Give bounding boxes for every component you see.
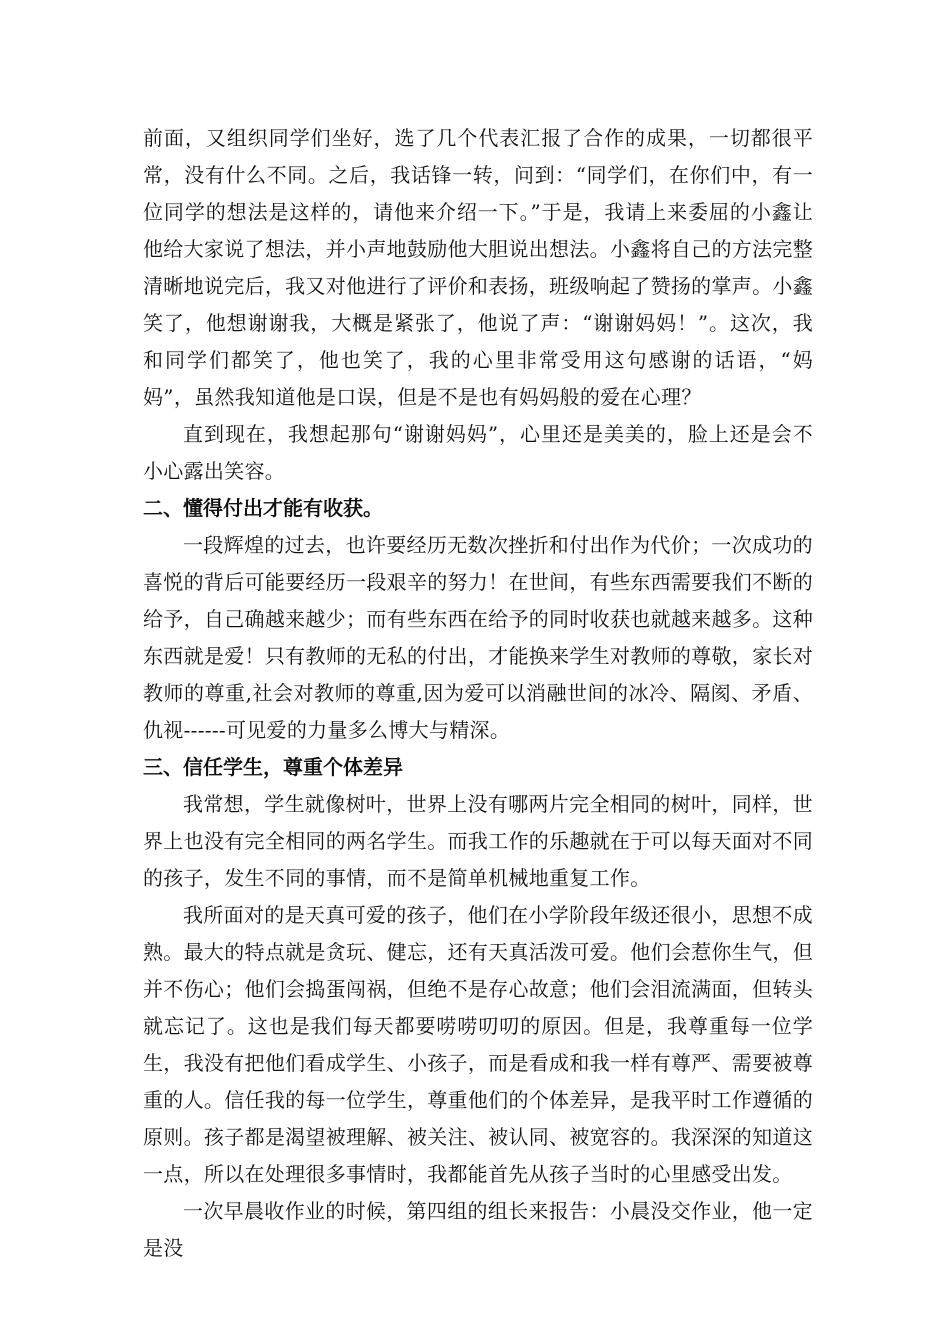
paragraph-giving-love: 一段辉煌的过去，也许要经历无数次挫折和付出作为代价；一次成功的喜悦的背后可能要经历一段艰辛的努力！在世间，有些东西需要我们不断的给予，自己确越来越少；而有些东西在给予的同时收获也就越来越多。这种东西就是爱！只有教师的无私的付出，才能换来学生对教师的尊敬，家长对教师的尊重,社会对教师的尊重,因为爱可以消融世间的冰冷、隔阂、矛盾、仇视------可见爱的力量多么博大与精深。 [143, 533, 813, 742]
paragraph-thank-you-mom: 直到现在，我想起那句“谢谢妈妈”，心里还是美美的，脸上还是会不小心露出笑容。 [143, 422, 813, 483]
paragraph-cooperation-story: 前面，又组织同学们坐好，选了几个代表汇报了合作的成果，一切都很平常，没有什么不同。之后，我话锋一转，问到：“同学们，在你们中，有一位同学的想法是这样的，请他来介绍一下。”于是，我请上来委屈的小鑫让他给大家说了想法，并小声地鼓励他大胆说出想法。小鑫将自己的方法完整清晰地说完后，我又对他进行了评价和表扬，班级响起了赞扬的掌声。小鑫笑了，他想谢谢我，大概是紧张了，他说了声：“谢谢妈妈！”。这次，我和同学们都笑了，他也笑了，我的心里非常受用这句感谢的话语，“妈妈”，虽然我知道他是口误，但是不是也有妈妈般的爱在心理？ [143, 126, 813, 409]
paragraph-respect-students: 我所面对的是天真可爱的孩子，他们在小学阶段年级还很小，思想不成熟。最大的特点就是贪玩、健忘，还有天真活泼可爱。他们会惹你生气，但并不伤心；他们会捣蛋闯祸，但绝不是存心故意；他们会泪流满面，但转头就忘记了。这也是我们每天都要唠唠叨叨的原因。但是，我尊重每一位学生，我没有把他们看成学生、小孩子，而是看成和我一样有尊严、需要被尊重的人。信任我的每一位学生，尊重他们的个体差异，是我平时工作遵循的原则。孩子都是渴望被理解、被关注、被认同、被宽容的。我深深的知道这一点，所以在处理很多事情时，我都能首先从孩子当时的心里感受出发。 [143, 903, 813, 1186]
paragraph-leaves-metaphor: 我常想，学生就像树叶，世界上没有哪两片完全相同的树叶，同样，世界上也没有完全相同的两名学生。而我工作的乐趣就在于可以每天面对不同的孩子，发生不同的事情，而不是简单机械地重复工作。 [143, 792, 813, 890]
section-heading-3: 三、信任学生，尊重个体差异 [143, 755, 403, 779]
document-page [143, 120, 813, 1267]
section-heading-2: 二、懂得付出才能有收获。 [143, 496, 383, 520]
paragraph-homework-story: 一次早晨收作业的时候，第四组的组长来报告：小晨没交作业，他一定是没 [143, 1199, 813, 1260]
